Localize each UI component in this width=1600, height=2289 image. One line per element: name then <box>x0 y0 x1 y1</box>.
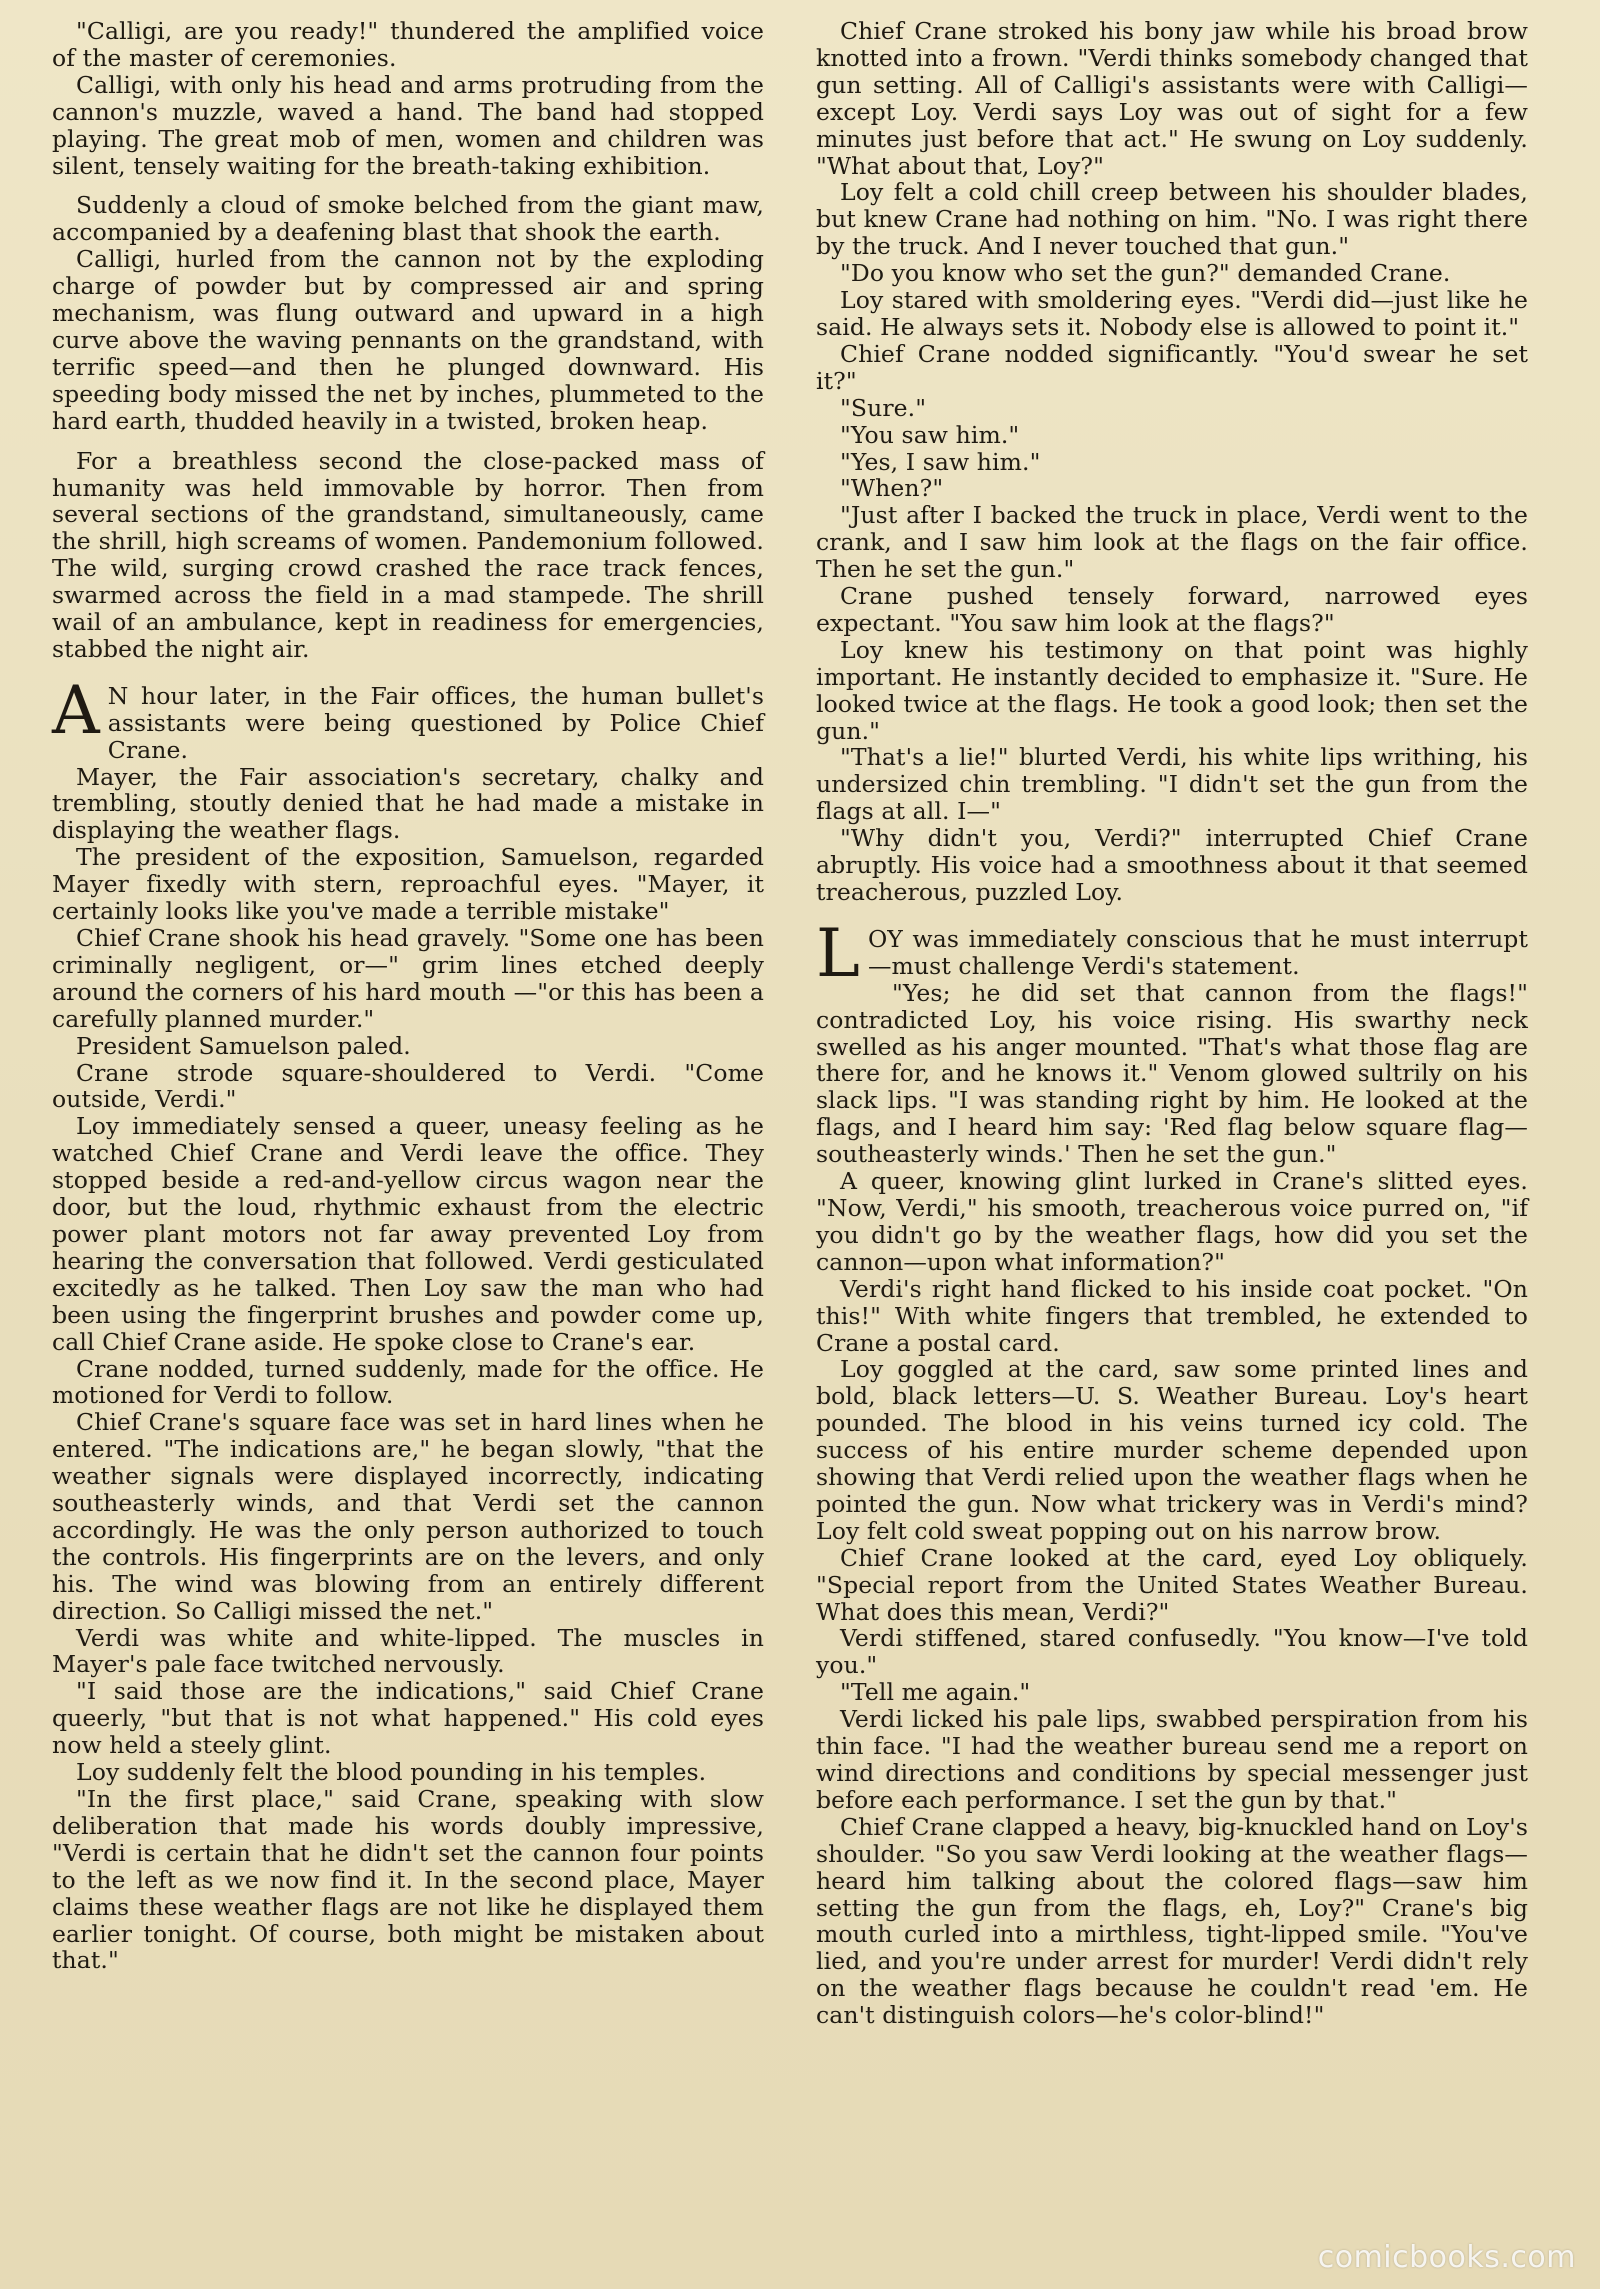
left-text-column <box>52 18 764 1974</box>
paragraph: Suddenly a cloud of smoke belched from the giant maw, accompanied by a deafening blast that shook the earth. <box>52 191 764 247</box>
paragraph: "Just after I backed the truck in place, Verdi went to the crank, and I saw him look at the flags on the fair office. Then he set the gun." <box>816 501 1528 584</box>
paragraph: For a breathless second the close-packed mass of humanity was held immovable by horror. Then from several sections of the grandstand, simultaneously, came the shrill, high screams of women. Pandemonium followed. The wild, surging crowd crashed the race track fences, swarmed across the field in a mad stampede. The shrill wail of an ambulance, kept in readiness for emergencies, stabbed the night air. <box>52 446 764 663</box>
paragraph: Verdi's right hand flicked to his inside coat pocket. "On this!" With white fingers that trembled, he extended to Crane a postal card. <box>816 1274 1528 1357</box>
paragraph: Loy suddenly felt the blood pounding in his temples. <box>76 1758 707 1787</box>
paragraph: Loy felt a cold chill creep between his shoulder blades, but knew Crane had nothing on him. "No. I was right there by the truck. And I never touched that gun." <box>816 178 1528 261</box>
drop-cap: A <box>52 671 100 749</box>
paragraph: "Yes; he did set that cannon from the flags!" contradicted Loy, his voice rising. His swarthy neck swelled as his anger mounted. "That's what those flag are there for, and he knows it." Venom glowed sultrily on his slack lips. "I was standing right by him. He looked at the flags, and I heard him say: 'Red flag below square flag—southeasterly winds.' Then he set the gun." <box>816 978 1528 1169</box>
paragraph: "Do you know who set the gun?" demanded Crane. <box>840 259 1451 288</box>
paragraph-text: N hour later, in the Fair offices, the human bullet's assistants were being questioned by Police Chief Crane. <box>107 681 764 764</box>
paragraph: Calligi, hurled from the cannon not by the exploding charge of powder but by compressed air and spring mechanism, was flung outward and upward in a high curve above the waving pennants on the grandstand, with terrific speed—and then he plunged downward. His speeding body missed the net by inches, plummeted to the hard earth, thudded heavily in a twisted, broken heap. <box>52 245 764 435</box>
paragraph: Chief Crane's square face was set in hard lines when he entered. "The indications are," he began slowly, "that the weather signals were displayed incorrectly, indicating southeasterly winds, and that Verdi set the cannon accordingly. He was the only person authorized to touch the controls. His fingerprints are on the levers, and only his. The wind was blowing from an entirely different direction. So Calligi missed the net." <box>52 1408 764 1625</box>
paragraph: "Calligi, are you ready!" thundered the amplified voice of the master of ceremonies. <box>52 17 764 72</box>
paragraph: Chief Crane clapped a heavy, big-knuckled hand on Loy's shoulder. "So you saw Verdi looking at the weather flags—heard him talking about the colored flags—saw him setting the gun from the flags, eh, Loy?" Crane's big mouth curled into a mirthless, tight-lipped smile. "You've lied, and you're under arrest for murder! Verdi didn't rely on the weather flags because he couldn't read 'em. He can't distinguish colors—he's color-blind!" <box>816 1812 1528 2030</box>
right-text-column <box>816 18 1528 2029</box>
paragraph: Crane nodded, turned suddenly, made for the office. He motioned for Verdi to follow. <box>52 1354 764 1410</box>
paragraph: Chief Crane nodded significantly. "You'd swear he set it?" <box>816 339 1528 395</box>
paragraph: Loy knew his testimony on that point was highly important. He instantly decided to emphasize it. "Sure. He looked twice at the flags. He took a good look; then set the gun." <box>816 635 1528 745</box>
paragraph: The president of the exposition, Samuelson, regarded Mayer fixedly with stern, reproachful eyes. "Mayer, it certainly looks like you've made a terrible mistake" <box>52 843 764 926</box>
site-watermark: comicbooks.com <box>1317 2240 1576 2275</box>
paragraph: "I said those are the indications," said Chief Crane queerly, "but that is not what happened." His cold eyes now held a steely glint. <box>52 1677 764 1760</box>
paragraph: Chief Crane stroked his bony jaw while his broad brow knotted into a frown. "Verdi thinks somebody changed that gun setting. All of Calligi's assistants were with Calligi—except Loy. Verdi says Loy was out of sight for a few minutes just before that act." He swung on Loy suddenly. "What about that, Loy?" <box>816 17 1528 180</box>
section-opening-paragraph <box>816 914 1528 992</box>
paragraph: "You saw him." <box>840 420 1020 449</box>
paragraph: "That's a lie!" blurted Verdi, his white lips writhing, his undersized chin trembling. "I didn't set the gun from the flags at all. I—" <box>816 743 1528 826</box>
section-opening-paragraph <box>52 671 764 764</box>
paragraph: Chief Crane looked at the card, eyed Loy obliquely. "Special report from the United States Weather Bureau. What does this mean, Verdi?" <box>816 1543 1528 1626</box>
paragraph: "Why didn't you, Verdi?" interrupted Chief Crane abruptly. His voice had a smoothness about it that seemed treacherous, puzzled Loy. <box>816 824 1528 906</box>
paragraph: Chief Crane shook his head gravely. "Some one has been criminally negligent, or—" grim lines etched deeply around the corners of his hard mouth —"or this has been a carefully planned murder." <box>52 924 764 1033</box>
paragraph: Loy goggled at the card, saw some printed lines and bold, black letters—U. S. Weather Bureau. Loy's heart pounded. The blood in his veins turned icy cold. The success of his entire murder scheme depended upon showing that Verdi relied upon the weather flags when he pointed the gun. Now what trickery was in Verdi's mind? Loy felt cold sweat popping out on his narrow brow. <box>816 1355 1528 1545</box>
paragraph-text: OY was immediately conscious that he must interrupt—must challenge Verdi's statement. <box>867 924 1528 980</box>
paragraph: Mayer, the Fair association's secretary, chalky and trembling, stoutly denied that he had made a mistake in displaying the weather flags. <box>52 762 764 845</box>
paragraph: Verdi licked his pale lips, swabbed perspiration from his thin face. "I had the weather bureau send me a report on wind directions and conditions by special messenger just before each performance. I set the gun by that." <box>816 1705 1528 1814</box>
paragraph: Verdi stiffened, stared confusedly. "You know—I've told you." <box>816 1624 1528 1680</box>
paragraph: Calligi, with only his head and arms protruding from the cannon's muzzle, waved a hand. The band had stopped playing. The great mob of men, women and children was silent, tensely waiting for the breath-taking exhibition. <box>52 70 764 180</box>
paragraph: Verdi was white and white-lipped. The muscles in Mayer's pale face twitched nervously. <box>52 1623 764 1679</box>
paragraph: Loy stared with smoldering eyes. "Verdi did—just like he said. He always sets it. Nobody else is allowed to point it." <box>816 286 1528 341</box>
paragraph: "Sure." <box>840 393 927 422</box>
paragraph: President Samuelson paled. <box>76 1031 411 1060</box>
paragraph: A queer, knowing glint lurked in Crane's slitted eyes. "Now, Verdi," his smooth, treacherous voice purred on, "if you didn't go by the weather flags, how did you set the cannon—upon what information?" <box>816 1167 1528 1276</box>
paragraph: Loy immediately sensed a queer, uneasy feeling as he watched Chief Crane and Verdi leave the office. They stopped beside a red-and-yellow circus wagon near the door, but the loud, rhythmic exhaust from the electric power plant motors not far away prevented Loy from hearing the conversation that followed. Verdi gesticulated excitedly as he talked. Then Loy saw the man who had been using the fingerprint brushes and powder come up, call Chief Crane aside. He spoke close to Crane's ear. <box>52 1112 764 1356</box>
paragraph: "When?" <box>840 474 944 503</box>
drop-cap: L <box>816 914 860 992</box>
paragraph: "In the first place," said Crane, speaking with slow deliberation that made his words doubly impressive, "Verdi is certain that he didn't set the cannon four points to the left as we now find it. In the second place, Mayer claims these weather flags are not like he displayed them earlier tonight. Of course, both might be mistaken about that." <box>52 1785 764 1975</box>
paragraph: "Tell me again." <box>840 1678 1031 1707</box>
paragraph: Crane strode square-shouldered to Verdi. "Come outside, Verdi." <box>52 1058 764 1114</box>
paragraph: "Yes, I saw him." <box>840 447 1041 476</box>
paragraph: Crane pushed tensely forward, narrowed eyes expectant. "You saw him look at the flags?" <box>816 582 1528 637</box>
